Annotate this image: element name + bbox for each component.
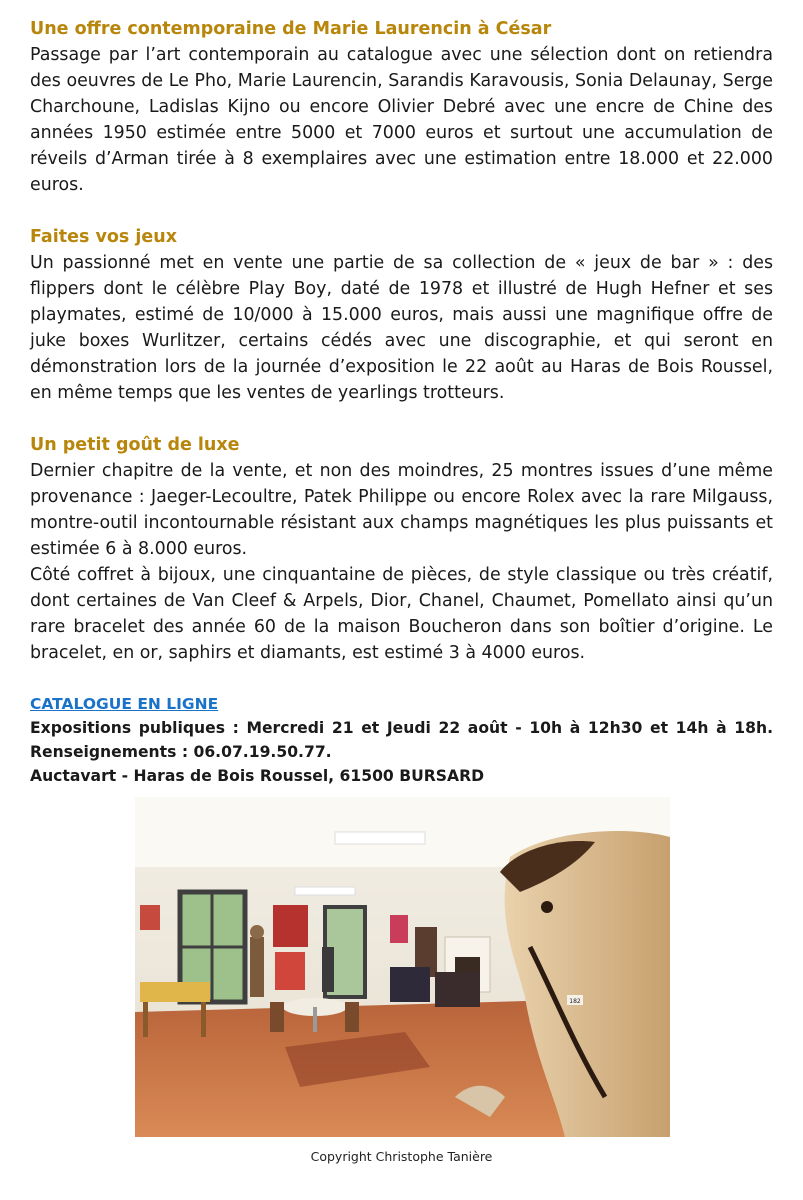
- expositions-info: Expositions publiques : Mercredi 21 et Jeudi 22 août - 10h à 12h30 et 14h à 18h. Renseignements : 06.07.19.50.77.: [30, 719, 773, 761]
- section-title-contemporain: Une offre contemporaine de Marie Laurencin à César: [30, 19, 552, 39]
- photo-caption: Copyright Christophe Tanière: [310, 1149, 493, 1164]
- exhibition-photo: [135, 797, 670, 1137]
- paragraph-jeux: Un passionné met en vente une partie de sa collection de « jeux de bar » : des flippers dont le célèbre Play Boy, daté de 1978 et illustré de Hugh Hefner et ses playmates, estimé de 10/000 à 15.000 euros, mais aussi une magnifique offre de juke boxes Wurlitzer, certains cédés avec une discographie, et qui seront en démonstration lors de la journée d’exposition le 22 août au Haras de Bois Roussel, en même temps que les ventes de yearlings trotteurs.: [30, 253, 773, 403]
- paragraph-contemporain: Passage par l’art contemporain au catalogue avec une sélection dont on retiendra des oeuvres de Le Pho, Marie Laurencin, Sarandis Karavousis, Sonia Delaunay, Serge Charchoune, Ladislas Kijno ou encore Olivier Debré avec une encre de Chine des années 1950 estimée entre 5000 et 7000 euros et surtout une accumulation de réveils d’Arman tirée à 8 exemplaires avec une estimation entre 18.000 et 22.000 euros.: [30, 45, 773, 195]
- address-info: Auctavart - Haras de Bois Roussel, 61500 BURSARD: [30, 767, 485, 785]
- paragraph-montres: Dernier chapitre de la vente, et non des moindres, 25 montres issues d’une même provenance : Jaeger-Lecoultre, Patek Philippe ou encore Rolex avec la rare Milgauss, montre-outil incontournable résistant aux champs magnétiques les plus puissants et estimée 6 à 8.000 euros.: [30, 461, 773, 559]
- section-title-luxe: Un petit goût de luxe: [30, 435, 240, 455]
- catalogue-link[interactable]: CATALOGUE EN LIGNE: [30, 695, 219, 713]
- paragraph-bijoux: Côté coffret à bijoux, une cinquantaine de pièces, de style classique ou très créatif, dont certaines de Van Cleef & Arpels, Dior, Chanel, Chaumet, Pomellato ainsi qu’un rare bracelet des année 60 de la maison Boucheron dans son boîtier d’origine. Le bracelet, en or, saphirs et diamants, est estimé 3 à 4000 euros.: [30, 565, 773, 663]
- article-body: [30, 16, 773, 788]
- horse-tag-label: 182: [569, 998, 581, 1005]
- section-title-jeux: Faites vos jeux: [30, 227, 178, 247]
